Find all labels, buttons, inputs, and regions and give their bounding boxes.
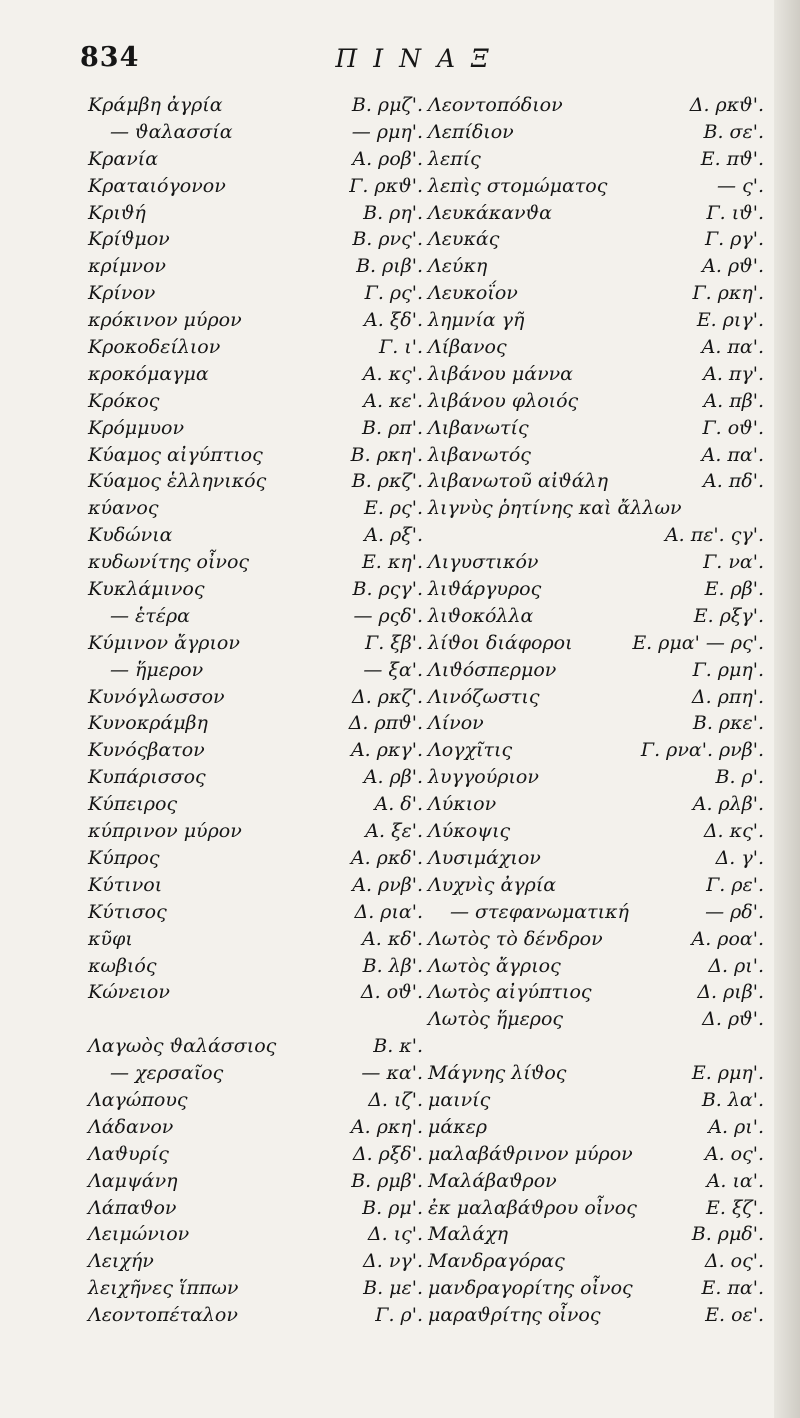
index-term: — ἑτέρα (110, 604, 190, 627)
index-reference: Ε. ρμη'. (691, 1062, 764, 1085)
index-entry (88, 1033, 423, 1060)
index-reference: Α. πα'. (701, 443, 764, 466)
index-reference: Γ. ρκϑ'. (349, 174, 423, 197)
index-reference: Α. ροα'. (691, 927, 764, 950)
index-reference: Ε. ρξγ'. (693, 604, 764, 627)
index-term: Λάδανον (88, 1115, 174, 1138)
index-entry (428, 119, 764, 146)
index-reference: Β. κ'. (373, 1035, 423, 1058)
index-term: λεπὶς στομώματος (428, 174, 608, 197)
index-reference: Ε. κη'. (361, 551, 423, 574)
index-term: κύπρινον μύρον (88, 820, 242, 843)
index-reference: Δ. ρπϑ'. (348, 712, 423, 735)
index-reference: Β. λα'. (701, 1088, 764, 1111)
index-entry (428, 549, 764, 576)
index-term: Κύμινον ἄγριον (88, 631, 240, 654)
index-reference: Δ. ρϑ'. (702, 1008, 764, 1031)
index-entry (88, 791, 423, 818)
index-reference: — ρδ'. (705, 900, 764, 923)
index-term: Λύκοψις (428, 820, 511, 843)
index-reference: Γ. ιϑ'. (706, 201, 764, 224)
index-reference: Α. ρι'. (708, 1115, 764, 1138)
index-reference: Δ. κς'. (703, 820, 764, 843)
index-term: Μαλάχη (428, 1223, 509, 1246)
index-entry (88, 388, 423, 415)
index-term: Λιϑόσπερμον (428, 658, 557, 681)
index-reference: Γ. ξβ'. (365, 631, 423, 654)
index-reference: Α. πα'. (701, 336, 764, 359)
index-term: λιϑοκόλλα (428, 604, 534, 627)
index-entry (88, 630, 423, 657)
index-term: λιγνὺς ῥητίνης καὶ ἄλλων (428, 497, 682, 520)
index-entry (428, 1033, 764, 1060)
index-entry (88, 603, 423, 630)
index-term: Κύτισος (88, 900, 167, 923)
index-term: κροκόμαγμα (88, 362, 209, 385)
index-entry (428, 1168, 764, 1195)
index-entry (88, 334, 423, 361)
index-reference: Β. ρκζ'. (351, 470, 423, 493)
index-term: Κραταιόγονον (88, 174, 226, 197)
index-entry (428, 872, 764, 899)
index-entry (88, 1087, 423, 1114)
index-reference: Γ. ργ'. (704, 228, 764, 251)
index-entry (88, 146, 423, 173)
index-reference: Α. ρϑ'. (702, 255, 764, 278)
index-entry (428, 1006, 764, 1033)
index-reference: Α. ος'. (704, 1142, 764, 1165)
index-entry (88, 1248, 423, 1275)
index-reference: — κα'. (361, 1062, 423, 1085)
index-entry (428, 818, 764, 845)
index-reference: Δ. ις'. (367, 1223, 423, 1246)
index-term: κυδωνίτης οἶνος (88, 551, 250, 574)
index-reference: Β. ρη'. (363, 201, 423, 224)
index-entry (88, 200, 423, 227)
index-reference: Α. δ'. (374, 793, 423, 816)
index-term: λειχῆνες ἵππων (88, 1277, 239, 1300)
index-entry (88, 899, 423, 926)
index-reference: Ε. οε'. (705, 1304, 764, 1327)
index-entry (88, 764, 423, 791)
index-reference: Β. ριβ'. (356, 255, 423, 278)
index-reference: Α. ρκδ'. (350, 846, 423, 869)
index-entry (88, 415, 423, 442)
index-reference: Α. πδ'. (703, 470, 764, 493)
index-reference: Δ. ρκϑ'. (689, 94, 764, 116)
index-entry (428, 388, 764, 415)
index-entry (428, 845, 764, 872)
index-entry (88, 845, 423, 872)
index-reference: Α. κς'. (362, 362, 423, 385)
index-term: Λαγωὸς ϑαλάσσιος (88, 1035, 277, 1058)
index-term: Κύπειρος (88, 793, 178, 816)
index-reference: Ε. ρς'. (363, 497, 423, 520)
index-term: κωβιός (88, 954, 157, 977)
index-term: Λυχνὶς ἀγρία (428, 873, 557, 896)
index-reference: Γ. ρε'. (706, 873, 764, 896)
index-reference: Ε. ριγ'. (696, 309, 764, 332)
index-term: — χερσαῖος (110, 1062, 224, 1085)
index-entry (88, 1302, 423, 1329)
index-term: Κρίϑμον (88, 228, 170, 251)
page-number: 834 (80, 42, 140, 73)
index-reference: Γ. οϑ'. (702, 416, 764, 439)
index-term: Κύαμος αἰγύπτιος (88, 443, 263, 466)
index-term: Κύτινοι (88, 873, 163, 896)
index-reference: — ς'. (717, 174, 764, 197)
index-entry (88, 442, 423, 469)
index-term: μαραϑρίτης οἶνος (428, 1304, 601, 1327)
index-entry (428, 764, 764, 791)
index-entry (428, 92, 764, 119)
index-term: Λευκοΐον (428, 282, 518, 305)
index-entry (428, 361, 764, 388)
index-term: Λίνον (428, 712, 484, 735)
index-reference: Α. ξδ'. (364, 309, 423, 332)
index-entry (88, 657, 423, 684)
index-reference: Γ. να'. (703, 551, 764, 574)
index-entry (88, 119, 423, 146)
index-reference: Α. κε'. (363, 389, 423, 412)
index-term: Κριϑή (88, 201, 146, 224)
index-reference: Β. σε'. (703, 120, 764, 143)
index-reference: Γ. ι'. (379, 336, 423, 359)
index-term: μαινίς (428, 1088, 491, 1111)
index-term: Λωτὸς ἥμερος (428, 1008, 564, 1031)
index-reference: Ε. πϑ'. (700, 147, 764, 170)
index-reference: Ε. ρβ'. (704, 578, 764, 601)
index-entry (428, 791, 764, 818)
index-entry (428, 334, 764, 361)
index-term: Κρόμμυον (88, 416, 185, 439)
index-term: Κύπρος (88, 846, 160, 869)
index-term: Λειμώνιον (88, 1223, 190, 1246)
index-reference: Β. ρμζ'. (351, 94, 423, 116)
index-term: Λεοντοπόδιον (428, 94, 563, 116)
index-term: Λειχήν (88, 1250, 154, 1273)
index-entry (88, 1275, 423, 1302)
index-term: Κυδώνια (88, 524, 173, 547)
index-entry (428, 979, 764, 1006)
index-term: λιϑάργυρος (428, 578, 542, 601)
index-entry (428, 737, 764, 764)
index-term: λεπίς (428, 147, 481, 170)
index-entry (88, 1060, 423, 1087)
index-entry (428, 442, 764, 469)
index-entry (428, 200, 764, 227)
index-entry (88, 953, 423, 980)
index-reference: Β. ρμ'. (362, 1196, 423, 1219)
index-entry (428, 280, 764, 307)
index-entry (428, 1275, 764, 1302)
index-term: Κυπάρισσος (88, 766, 206, 789)
index-entry (428, 468, 764, 495)
index-entry (88, 361, 423, 388)
index-term: Λευκάκανϑα (428, 201, 553, 224)
index-entry (428, 146, 764, 173)
index-reference: Β. ρ'. (715, 766, 764, 789)
index-term: Κυνοκράμβη (88, 712, 208, 735)
index-reference: Α. ξε'. (365, 820, 423, 843)
index-reference: Ε. ξζ'. (706, 1196, 764, 1219)
index-reference: Δ. ρπη'. (691, 685, 764, 708)
index-entry (88, 710, 423, 737)
index-reference: Α. πε'. ςγ'. (664, 524, 764, 547)
index-entry (428, 1195, 764, 1222)
index-reference: Δ. οϑ'. (360, 981, 423, 1004)
page-header (80, 42, 760, 82)
index-term: λιβάνου φλοιός (428, 389, 579, 412)
index-entry (88, 818, 423, 845)
index-reference: — ξα'. (363, 658, 423, 681)
index-entry (88, 226, 423, 253)
index-entry (88, 684, 423, 711)
index-entry (428, 173, 764, 200)
index-entry (88, 926, 423, 953)
index-entry (88, 280, 423, 307)
index-entry (428, 576, 764, 603)
index-entry (88, 1114, 423, 1141)
index-term: Κυκλάμινος (88, 578, 205, 601)
index-reference: Β. λβ'. (362, 954, 423, 977)
index-reference: Γ. ρνα'. ρνβ'. (640, 739, 764, 762)
index-entry (88, 979, 423, 1006)
index-term: Λεύκη (428, 255, 488, 278)
index-entry (88, 576, 423, 603)
index-term: Λεπίδιον (428, 120, 514, 143)
index-term: Κυνόγλωσσον (88, 685, 225, 708)
index-term: Λαϑυρίς (88, 1142, 169, 1165)
index-entry (428, 1141, 764, 1168)
index-entry (88, 737, 423, 764)
index-term: Λυσιμάχιον (428, 846, 541, 869)
index-entry (88, 92, 423, 119)
index-reference: Γ. ρ'. (375, 1304, 423, 1327)
index-term: λίϑοι διάφοροι (428, 631, 573, 654)
index-reference: Β. με'. (363, 1277, 423, 1300)
index-term: λιβανωτός (428, 443, 531, 466)
index-term: Λιβανωτίς (428, 416, 529, 439)
index-term: λιβάνου μάννα (428, 362, 573, 385)
index-reference: Δ. νγ'. (363, 1250, 423, 1273)
index-reference: Β. ρςγ'. (352, 578, 423, 601)
index-term: κῦφι (88, 927, 133, 950)
index-entry (428, 630, 764, 657)
index-entry (428, 953, 764, 980)
index-reference: Α. πγ'. (703, 362, 764, 385)
index-reference: Α. ροβ'. (352, 147, 423, 170)
index-term: Λαμψάνη (88, 1169, 178, 1192)
index-reference: Β. ρκη'. (350, 443, 423, 466)
index-entry (88, 468, 423, 495)
index-entry (428, 226, 764, 253)
index-reference: Δ. ιζ'. (368, 1088, 423, 1111)
index-entry (428, 307, 764, 334)
index-reference: Ε. πα'. (701, 1277, 764, 1300)
index-term: Λωτὸς τὸ δένδρον (428, 927, 603, 950)
index-entry (428, 1221, 764, 1248)
index-reference: — ρςδ'. (353, 604, 423, 627)
index-term: ἐκ μαλαβάϑρου οἶνος (428, 1196, 637, 1219)
index-term: κρόκινον μύρον (88, 309, 242, 332)
index-term: μανδραγορίτης οἶνος (428, 1277, 633, 1300)
index-term: Κροκοδείλιον (88, 336, 221, 359)
index-reference: Α. κδ'. (362, 927, 423, 950)
index-entry (88, 253, 423, 280)
index-entry (428, 710, 764, 737)
index-term: — ἥμερον (110, 658, 204, 681)
index-reference: — ρμη'. (351, 120, 423, 143)
index-term: Λευκάς (428, 228, 500, 251)
index-reference: Ε. ρμα' — ρς'. (632, 631, 764, 654)
index-term: Λιγυστικόν (428, 551, 539, 574)
index-reference: Β. ρμβ'. (351, 1169, 423, 1192)
index-reference: Α. ια'. (706, 1169, 764, 1192)
index-term: Μάγνης λίϑος (428, 1062, 567, 1085)
index-reference: Α. ρκγ'. (350, 739, 423, 762)
index-reference: Α. ρξ'. (364, 524, 423, 547)
index-term: Κώνειον (88, 981, 170, 1004)
index-reference: Δ. γ'. (715, 846, 764, 869)
index-reference: Δ. ριβ'. (697, 981, 764, 1004)
index-term: Κρίνον (88, 282, 156, 305)
index-term: Λογχῖτις (428, 739, 513, 762)
index-term: Λίβανος (428, 336, 507, 359)
index-entry (88, 872, 423, 899)
index-entry (88, 1221, 423, 1248)
index-entry (428, 684, 764, 711)
index-reference: Δ. ρκζ'. (352, 685, 423, 708)
index-reference: Β. ρπ'. (362, 416, 423, 439)
index-entry (428, 522, 764, 549)
index-reference: Β. ρκε'. (692, 712, 764, 735)
index-entry (88, 173, 423, 200)
index-entry (88, 1141, 423, 1168)
index-entry (88, 1006, 423, 1033)
index-reference: Δ. ρια'. (354, 900, 423, 923)
index-entry (428, 899, 764, 926)
index-entry (88, 1195, 423, 1222)
index-reference: Β. ρμδ'. (691, 1223, 764, 1246)
index-reference: Α. πβ'. (703, 389, 764, 412)
index-entry (428, 415, 764, 442)
index-entry (428, 1060, 764, 1087)
index-entry (88, 495, 423, 522)
index-reference: Β. ρνς'. (352, 228, 423, 251)
index-entry (428, 1302, 764, 1329)
index-entry (428, 253, 764, 280)
index-reference: Δ. ρξδ'. (352, 1142, 423, 1165)
index-entry (428, 657, 764, 684)
index-entry (428, 603, 764, 630)
running-title: ΠΙΝΑΞ (335, 44, 505, 73)
index-term: Λαγώπους (88, 1088, 188, 1111)
index-term: Λινόζωστις (428, 685, 540, 708)
index-term: κρίμνον (88, 255, 166, 278)
index-reference: Δ. ρι'. (708, 954, 764, 977)
index-term: — στεφανωματική (450, 900, 629, 923)
index-term: κύανος (88, 497, 159, 520)
index-term: λημνία γῆ (428, 309, 525, 332)
index-entry (428, 1114, 764, 1141)
index-term: Λύκιον (428, 793, 497, 816)
index-term: Μαλάβαϑρον (428, 1169, 557, 1192)
index-entry (428, 1087, 764, 1114)
index-term: Λωτὸς ἄγριος (428, 954, 561, 977)
index-entry (88, 1168, 423, 1195)
index-term: Κρόκος (88, 389, 160, 412)
index-entry (88, 522, 423, 549)
index-term: λιβανωτοῦ αἰϑάλη (428, 470, 609, 493)
index-entry (428, 495, 764, 522)
index-reference: Α. ρλβ'. (692, 793, 764, 816)
index-reference: Γ. ρκη'. (692, 282, 764, 305)
index-column-left (88, 92, 423, 1329)
index-entry (88, 549, 423, 576)
index-term: Κυνόςβατον (88, 739, 205, 762)
index-entry (428, 926, 764, 953)
index-reference: Γ. ρμη'. (692, 658, 764, 681)
index-term: λυγγούριον (428, 766, 539, 789)
index-term: Λάπαϑον (88, 1196, 177, 1219)
index-reference: Α. ρνβ'. (352, 873, 423, 896)
index-reference: Γ. ρς'. (364, 282, 423, 305)
index-reference: Α. ρκη'. (350, 1115, 423, 1138)
index-entry (88, 307, 423, 334)
index-term: Μανδραγόρας (428, 1250, 565, 1273)
index-term: Κρανία (88, 147, 159, 170)
index-term: μάκερ (428, 1115, 488, 1138)
page-edge (774, 0, 800, 1418)
index-term: Λωτὸς αἰγύπτιος (428, 981, 592, 1004)
index-entry (428, 1248, 764, 1275)
index-reference: Α. ρβ'. (363, 766, 423, 789)
index-reference: Δ. ος'. (704, 1250, 764, 1273)
index-term: Λεοντοπέταλον (88, 1304, 238, 1327)
index-term: — ϑαλασσία (110, 120, 233, 143)
index-column-right (428, 92, 764, 1329)
index-term: Κύαμος ἑλληνικός (88, 470, 267, 493)
index-term: Κράμβη ἀγρία (88, 94, 223, 116)
index-term: μαλαβάϑρινον μύρον (428, 1142, 633, 1165)
